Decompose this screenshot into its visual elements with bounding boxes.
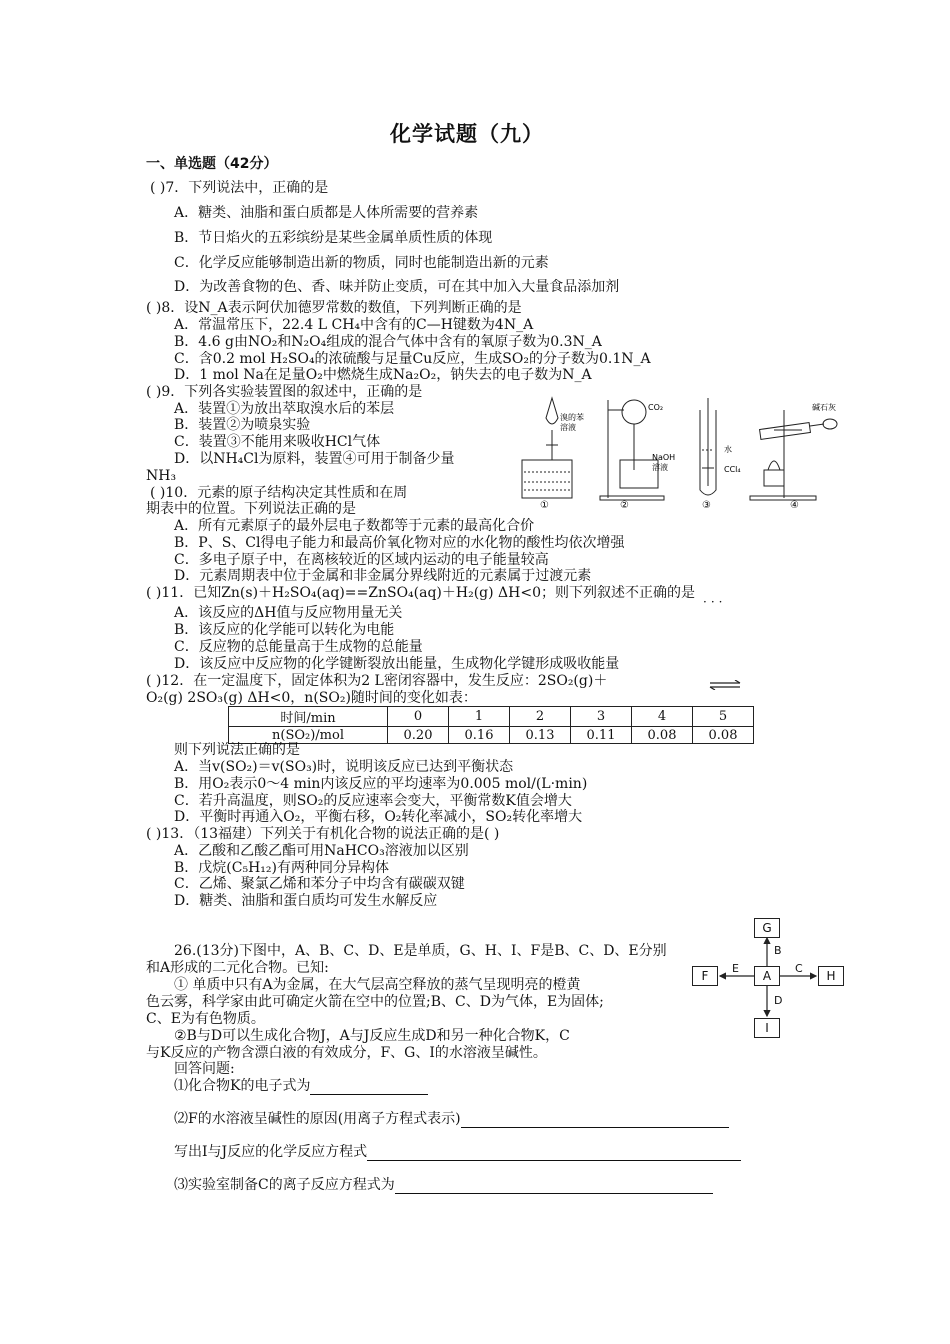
q10-option-c: C．多电子原子中，在离核较近的区域内运动的电子能量较高 (174, 552, 549, 568)
table-head-time: 时间/min (229, 707, 388, 727)
diagram-edge-e: E (732, 962, 739, 975)
page-title: 化学试题（九） (390, 122, 544, 146)
q26-sub4-text: ⑶实验室制备C的离子反应方程式为 (174, 1177, 395, 1193)
q26-line7: 与K反应的产物含漂白液的有效成分，F、G、I的水溶液呈碱性。 (146, 1045, 547, 1061)
q26-sub2-text: ⑵F的水溶液呈碱性的原因(用离子方程式表示) (174, 1111, 461, 1127)
q13-option-d: D．糖类、油脂和蛋白质均可发生水解反应 (174, 893, 438, 909)
q11-option-b: B．该反应的化学能可以转化为电能 (174, 622, 395, 638)
q12-stem-line1: ( )12．在一定温度下，固定体积为2 L密闭容器中，发生反应：2SO₂(g)＋ (146, 673, 608, 689)
answer-blank-4[interactable] (395, 1179, 713, 1194)
q8-option-c: C．含0.2 mol H₂SO₄的浓硫酸与足量Cu反应，生成SO₂的分子数为0.1N_A (174, 351, 651, 367)
table-cell: 0.16 (449, 727, 510, 744)
q12-option-d: D．平衡时再通入O₂，平衡右移，O₂转化率减小，SO₂转化率增大 (174, 809, 583, 825)
q12-after-table: 则下列说法正确的是 (174, 742, 300, 758)
q26-line1: 26.(13分)下图中，A、B、C、D、E是单质，G、H、I、F是B、C、D、E分别 (174, 943, 667, 959)
q26-sub2 (174, 1110, 729, 1128)
table-row (229, 727, 754, 744)
table-cell: 0 (388, 707, 449, 727)
fig-label-water: 水 (724, 445, 732, 454)
q13-option-c: C．乙烯、聚氯乙烯和苯分子中均含有碳碳双键 (174, 876, 465, 892)
fig-num-2: ② (620, 500, 629, 510)
so2-time-table (228, 706, 754, 744)
diagram-node-g: G (754, 918, 780, 938)
q7-stem: ( )7．下列说法中，正确的是 (150, 180, 329, 196)
table-cell: 0.08 (693, 727, 754, 744)
table-cell: 0.13 (510, 727, 571, 744)
table-cell: 5 (693, 707, 754, 727)
answer-blank-2[interactable] (461, 1113, 729, 1128)
q8-stem: ( )8．设N_A表示阿伏加德罗常数的数值，下列判断正确的是 (146, 300, 522, 316)
diagram-node-f: F (692, 966, 718, 986)
q9-option-b: B．装置②为喷泉实验 (174, 417, 311, 433)
diagram-node-a: A (754, 966, 780, 986)
table-cell: 0.08 (632, 727, 693, 744)
table-cell: 1 (449, 707, 510, 727)
q7-option-c: C．化学反应能够制造出新的物质，同时也能制造出新的元素 (174, 255, 549, 271)
q10-stem-line2: 期表中的位置。下列说法正确的是 (146, 501, 356, 517)
table-row (229, 707, 754, 727)
q10-stem-line1: ( )10．元素的原子结构决定其性质和在周 (150, 485, 408, 501)
q7-option-d: D．为改善食物的色、香、味并防止变质，可在其中加入大量食品添加剂 (174, 279, 620, 295)
fig-num-1: ① (540, 500, 549, 510)
q8-option-a: A．常温常压下，22.4 L CH₄中含有的C—H键数为4N_A (174, 317, 534, 333)
q9-option-c: C．装置③不能用来吸收HCl气体 (174, 434, 381, 450)
q26-line2: 和A形成的二元化合物。已知: (146, 960, 329, 976)
q11-option-d: D．该反应中反应物的化学键断裂放出能量，生成物化学键形成吸收能量 (174, 656, 620, 672)
q12-option-b: B．用O₂表示0～4 min内该反应的平均速率为0.005 mol/(L·min) (174, 776, 588, 792)
q11-option-c: C．反应物的总能量高于生成物的总能量 (174, 639, 423, 655)
diagram-edge-d: D (774, 994, 783, 1007)
q12-stem-line2: O₂(g) 2SO₃(g) ΔH<0，n(SO₂)随时间的变化如表： (146, 690, 477, 706)
diagram-edge-b: B (774, 944, 782, 957)
table-head-nso2: n(SO₂)/mol (229, 727, 388, 744)
q12-option-a: A．当v(SO₂)＝v(SO₃)时，说明该反应已达到平衡状态 (174, 759, 514, 775)
q10-option-d: D．元素周期表中位于金属和非金属分界线附近的元素属于过渡元素 (174, 568, 592, 584)
q26-line3: ① 单质中只有A为金属，在大气层高空释放的蒸气呈现明亮的橙黄 (174, 977, 581, 993)
fig-label-soda-lime: 碱石灰 (812, 403, 836, 412)
table-cell: 4 (632, 707, 693, 727)
table-cell: 0.11 (571, 727, 632, 744)
q10-option-a: A．所有元素原子的最外层电子数都等于元素的最高化合价 (174, 518, 535, 534)
answer-blank-1[interactable] (310, 1080, 428, 1095)
table-cell: 2 (510, 707, 571, 727)
table-cell: 3 (571, 707, 632, 727)
q10-option-b: B．P、S、Cl得电子能力和最高价氧化物对应的水化物的酸性均依次增强 (174, 535, 625, 551)
apparatus-3 (700, 398, 716, 495)
apparatus-2 (600, 400, 664, 500)
section-heading: 一、单选题（42分） (146, 156, 278, 172)
q8-option-b: B．4.6 g由NO₂和N₂O₄组成的混合气体中含有的氧原子数为0.3N_A (174, 334, 602, 350)
q7-option-a: A．糖类、油脂和蛋白质都是人体所需要的营养素 (174, 205, 479, 221)
q9-option-a: A．装置①为放出萃取溴水后的苯层 (174, 401, 395, 417)
q26-sub1 (174, 1077, 428, 1095)
fig-label-co2: CO₂ (648, 403, 664, 412)
q26-sub3-text: 写出I与J反应的化学反应方程式 (174, 1144, 368, 1160)
q26-sub1-text: ⑴化合物K的电子式为 (174, 1078, 311, 1094)
diagram-node-h: H (818, 966, 844, 986)
fig-label-naoh-solution: 溶液 (652, 463, 668, 472)
answer-blank-3[interactable] (367, 1146, 741, 1161)
equilibrium-arrow-icon (708, 680, 742, 690)
fig-label-naoh: NaOH (652, 453, 676, 462)
emphasis-dots: ··· (703, 595, 727, 609)
fig-label-bromobenzene-2: 溶液 (560, 423, 576, 432)
diagram-node-i: I (754, 1018, 780, 1038)
q13-option-b: B．戊烷(C₅H₁₂)有两种同分异构体 (174, 860, 389, 876)
q12-option-c: C．若升高温度，则SO₂的反应速率会变大，平衡常数K值会增大 (174, 793, 572, 809)
q9-stem: ( )9．下列各实验装置图的叙述中，正确的是 (146, 384, 423, 400)
fig-label-bromobenzene-1: 溴的苯 (560, 413, 584, 422)
q26-line8: 回答问题: (174, 1061, 235, 1077)
q13-stem: ( )13．（13福建）下列关于有机化合物的说法正确的是( ) (146, 826, 500, 842)
q8-option-d: D．1 mol Na在足量O₂中燃烧生成Na₂O₂，钠失去的电子数为N_A (174, 367, 592, 383)
fig-num-3: ③ (702, 500, 711, 510)
apparatus-4 (750, 410, 837, 500)
q26-sub3 (174, 1143, 741, 1161)
q26-sub4 (174, 1176, 713, 1194)
q9-tail: NH₃ (146, 468, 177, 484)
q26-line6: ②B与D可以生成化合物J，A与J反应生成D和另一种化合物K，C (174, 1028, 570, 1044)
diagram-edge-c: C (795, 962, 803, 975)
q11-option-a: A．该反应的ΔH值与反应物用量无关 (174, 605, 403, 621)
table-cell: 0.20 (388, 727, 449, 744)
q13-option-a: A．乙酸和乙酸乙酯可用NaHCO₃溶液加以区别 (174, 843, 469, 859)
q7-option-b: B．节日焰火的五彩缤纷是某些金属单质性质的体现 (174, 230, 493, 246)
q26-line5: C、E为有色物质。 (146, 1011, 265, 1027)
q9-option-d: D．以NH₄Cl为原料，装置④可用于制备少量 (174, 451, 455, 467)
fig-label-ccl4: CCl₄ (724, 465, 741, 474)
q26-line4: 色云雾，科学家由此可确定火箭在空中的位置;B、C、D为气体，E为固体; (146, 994, 604, 1010)
apparatus-figure (512, 390, 842, 510)
q11-stem: ( )11．已知Zn(s)＋H₂SO₄(aq)==ZnSO₄(aq)＋H₂(g) ΔH<0；则下列叙述不正确的是 (146, 585, 696, 601)
fig-num-4: ④ (790, 500, 799, 510)
